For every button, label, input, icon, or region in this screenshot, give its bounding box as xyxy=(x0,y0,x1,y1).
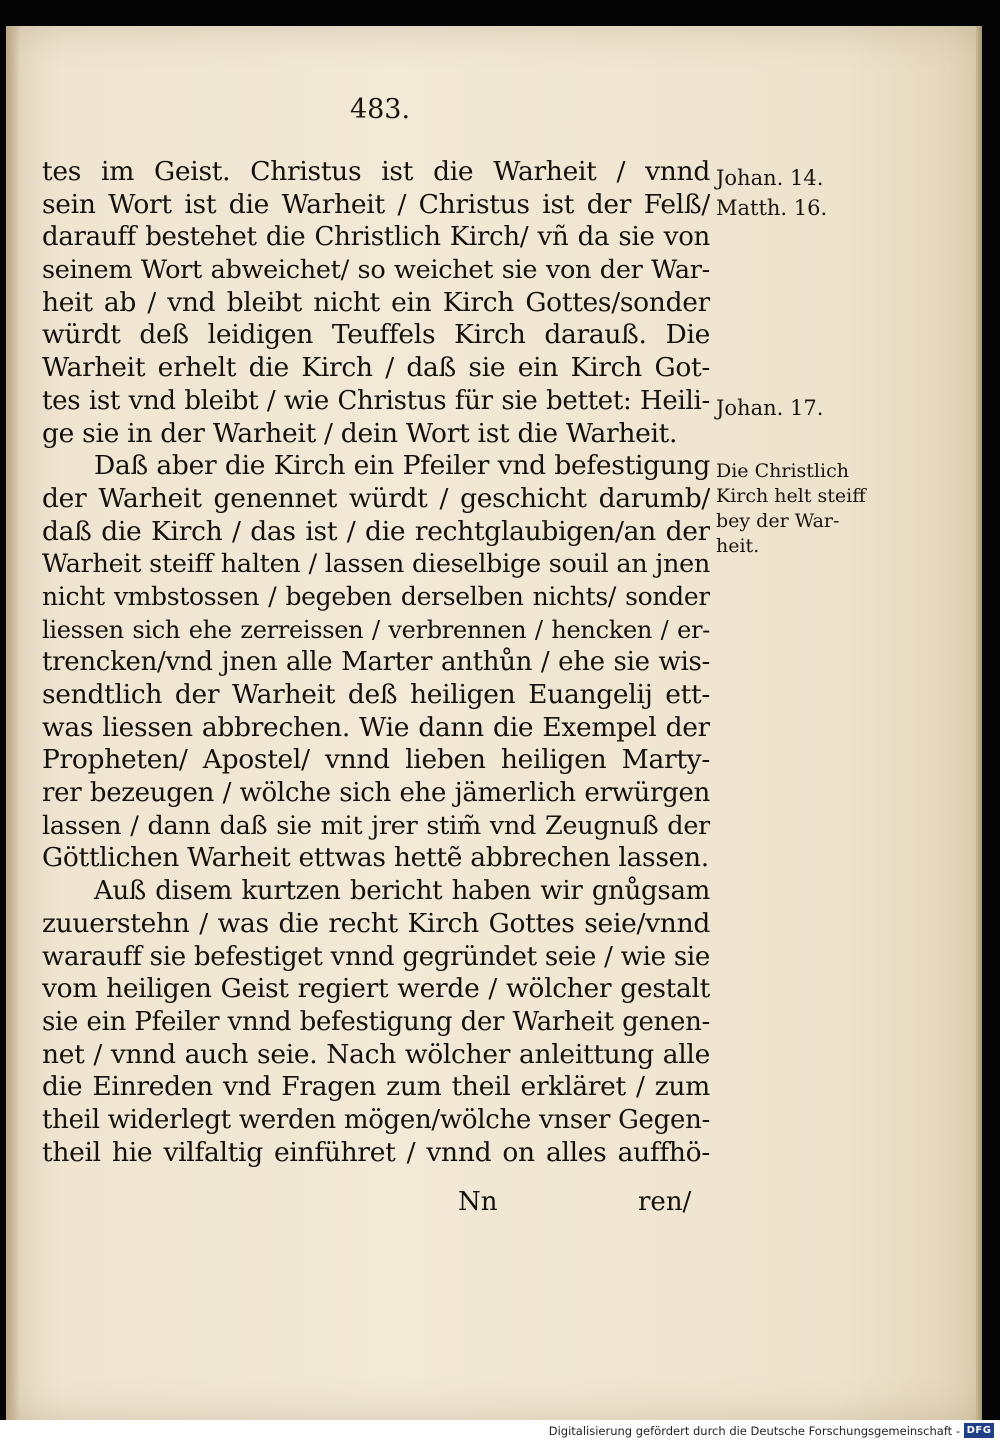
text-line: seinem Wort abweichet/ so weichet sie von der War- xyxy=(42,255,710,286)
text-line: trencken/vnd jnen alle Marter anthůn / ehe sie wis- xyxy=(42,647,710,678)
dfg-logo: DFG xyxy=(964,1423,994,1438)
funding-credit: Digitalisierung gefördert durch die Deutsche Forschungsgemeinschaft - xyxy=(548,1424,960,1438)
text-line: daß die Kirch / das ist / die rechtglaubigen/an der xyxy=(42,515,710,547)
text-line: darauff bestehet die Christlich Kirch/ vñ da sie von xyxy=(42,222,710,253)
footer-bar xyxy=(0,1420,1000,1443)
signature-mark: Nn xyxy=(458,1187,498,1217)
text-line: ge sie in der Warheit / dein Wort ist die Warheit. xyxy=(42,417,678,449)
margin-reference: Johan. 14. xyxy=(716,166,824,190)
text-line: tes ist vnd bleibt / wie Christus für sie bettet: Heili- xyxy=(42,385,710,416)
page-edge xyxy=(976,26,982,1420)
margin-gloss-line: heit. xyxy=(716,535,760,557)
text-line: nicht vmbstossen / begeben derselben nichts/ sonder xyxy=(42,581,710,611)
text-line: was liessen abbrechen. Wie dann die Exempel der xyxy=(42,711,710,743)
text-line: warauff sie befestiget vnnd gegründet seie / wie sie xyxy=(42,941,710,972)
text-line: Warheit erhelt die Kirch / daß sie ein Kirch Got- xyxy=(42,352,710,384)
text-line: sendtlich der Warheit deß heiligen Euangelij ett- xyxy=(42,679,710,710)
text-line: zuuerstehn / was die recht Kirch Gottes seie/vnnd xyxy=(42,907,710,939)
text-line: theil widerlegt werden mögen/wölche vnser Gegen- xyxy=(42,1104,710,1135)
text-line: heit ab / vnd bleibt nicht ein Kirch Gottes/sonder xyxy=(42,286,710,318)
page-gutter-shadow xyxy=(6,26,20,1420)
text-line: Göttlichen Warheit ettwas hettẽ abbrechen lassen. xyxy=(42,842,709,874)
text-line: die Einreden vnd Fragen zum theil erkläret / zum xyxy=(42,1071,710,1103)
margin-gloss-line: Kirch helt steiff xyxy=(716,485,866,507)
text-line: Auß disem kurtzen bericht haben wir gnůgsam xyxy=(94,876,710,907)
text-line: der Warheit genennet würdt / geschicht darumb/ xyxy=(42,482,710,514)
text-line: lassen / dann daß sie mit jrer stim̃ vnd Zeugnuß der xyxy=(42,810,710,841)
text-line: würdt deß leidigen Teuffels Kirch darauß. Die xyxy=(42,319,710,351)
text-line: sie ein Pfeiler vnnd befestigung der Warheit genen- xyxy=(42,1006,710,1037)
text-line: rer bezeugen / wölche sich ehe jämerlich erwürgen xyxy=(42,778,710,809)
text-line: vom heiligen Geist regiert werde / wölcher gestalt xyxy=(42,973,710,1005)
text-line: Daß aber die Kirch ein Pfeiler vnd befestigung xyxy=(94,450,710,482)
text-line: tes im Geist. Christus ist die Warheit / vnnd xyxy=(42,156,710,187)
text-line: Warheit steiff halten / lassen dieselbige souil an jnen xyxy=(42,549,710,580)
page-number: 483. xyxy=(349,94,411,125)
main-text-block xyxy=(42,156,710,1169)
margin-reference: Matth. 16. xyxy=(716,196,828,220)
text-line: Propheten/ Apostel/ vnnd lieben heiligen Marty- xyxy=(42,744,710,776)
text-line: theil hie vilfaltig einführet / vnnd on alles auffhö- xyxy=(42,1136,710,1168)
margin-gloss-line: Die Christlich xyxy=(716,460,849,482)
text-line: sein Wort ist die Warheit / Christus ist der Felß/ xyxy=(42,188,710,220)
catchword: ren/ xyxy=(638,1187,692,1217)
text-line: net / vnnd auch seie. Nach wölcher anleittung alle xyxy=(42,1038,710,1070)
text-line: liessen sich ehe zerreissen / verbrennen / hencken / er- xyxy=(42,615,710,644)
margin-reference: Johan. 17. xyxy=(716,396,824,420)
margin-gloss-line: bey der War- xyxy=(716,510,840,532)
